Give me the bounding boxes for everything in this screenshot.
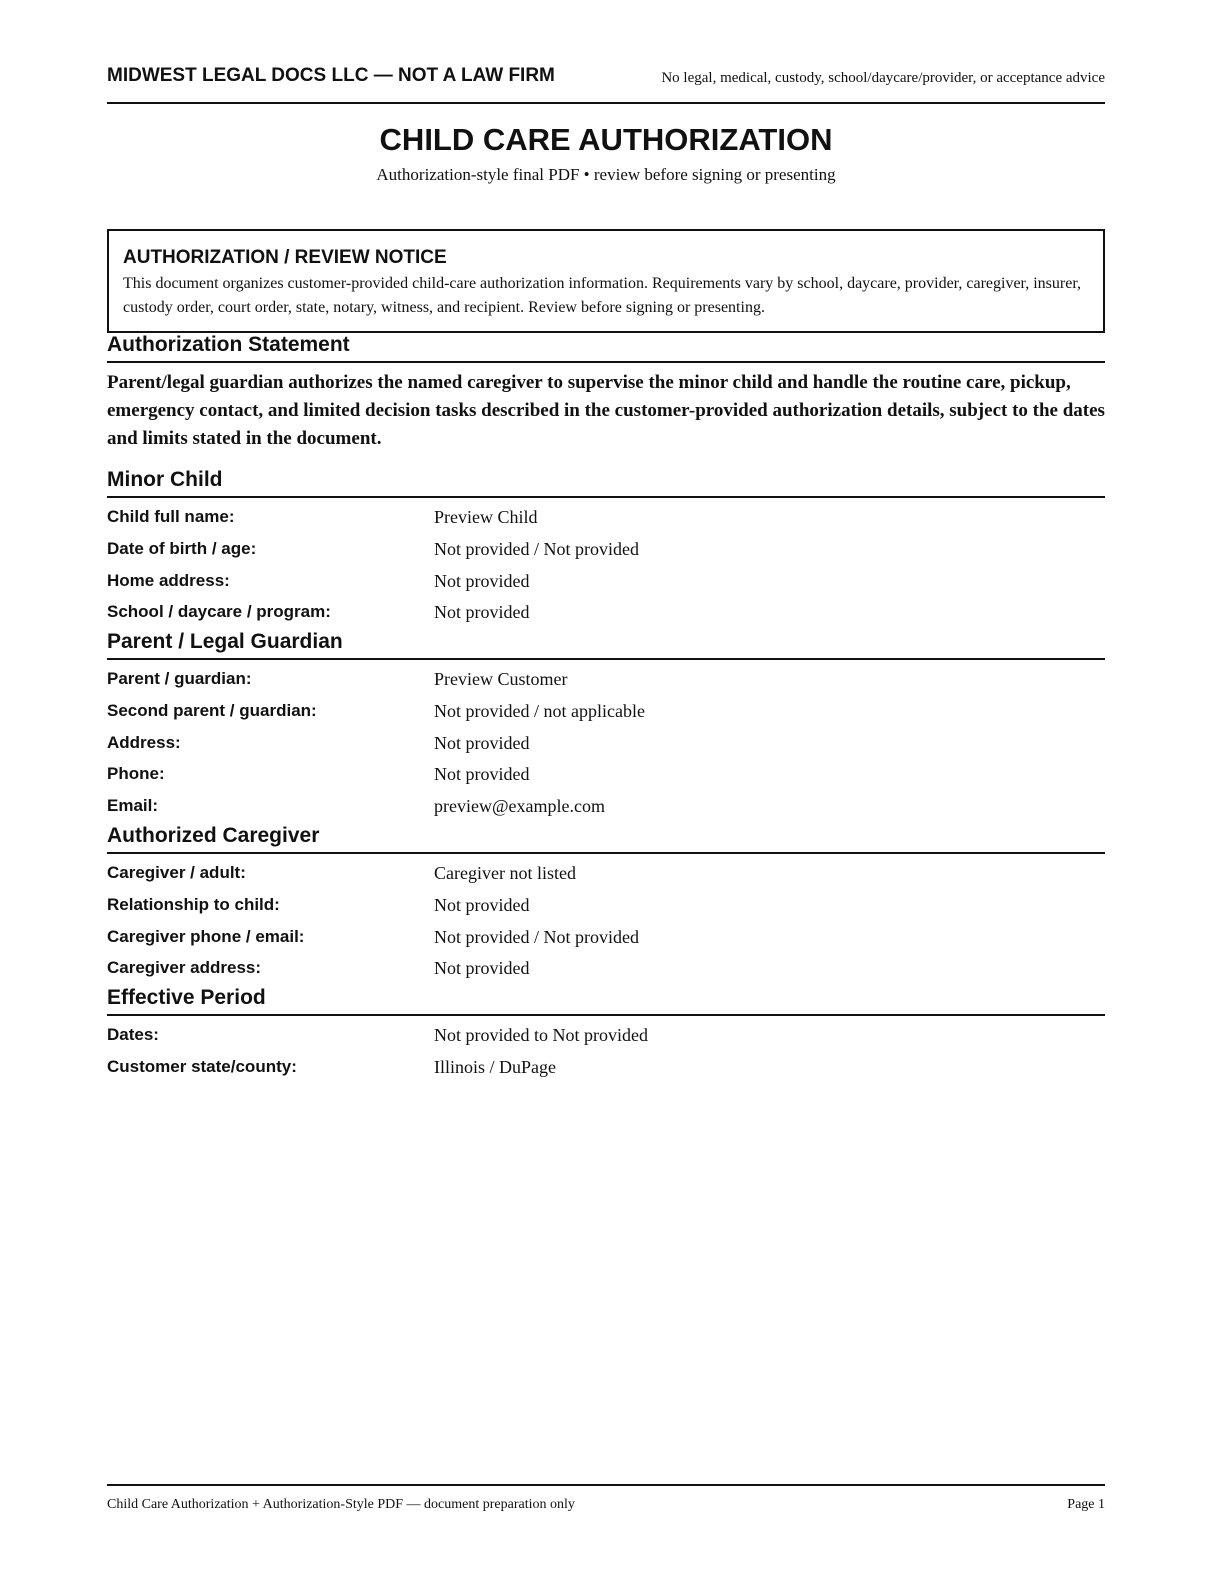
field-label: Dates: [107, 1025, 159, 1044]
advice-disclaimer: No legal, medical, custody, school/daycare/provider, or acceptance advice [661, 70, 1105, 86]
section-heading-parent-guardian: Parent / Legal Guardian [107, 629, 1105, 660]
firm-name: MIDWEST LEGAL DOCS LLC — NOT A LAW FIRM [107, 65, 555, 86]
section-heading-authorization-statement: Authorization Statement [107, 332, 1105, 363]
field-row-second-parent [107, 699, 1105, 723]
section-heading-authorized-caregiver: Authorized Caregiver [107, 823, 1105, 854]
field-value: Not provided [434, 571, 530, 591]
field-value: Not provided to Not provided [434, 1025, 648, 1045]
section-heading-effective-period: Effective Period [107, 985, 1105, 1016]
authorization-statement-text: Parent/legal guardian authorizes the named caregiver to supervise the minor child and handle the routine care, pickup, emergency contact, and limited decision tasks described in the customer-provided authorization details, subject to the dates and limits stated in the document. [107, 372, 1105, 449]
field-row-home-address [107, 569, 1105, 593]
field-label: Caregiver phone / email: [107, 927, 305, 946]
field-label: Child full name: [107, 507, 235, 526]
field-label: School / daycare / program: [107, 602, 331, 621]
field-row-school [107, 600, 1105, 624]
notice-text: This document organizes customer-provided child-care authorization information. Requirements vary by school, daycare, provider, caregiver, insurer, custody order, court order, state, notary, witness, and recipient. Review before signing or presenting. [123, 275, 1082, 316]
field-row-state-county [107, 1055, 1105, 1079]
page-number: Page 1 [1067, 1497, 1105, 1512]
field-row-dates [107, 1023, 1105, 1047]
field-value: preview@example.com [434, 796, 606, 816]
field-row-caregiver [107, 861, 1105, 885]
field-label: Caregiver / adult: [107, 863, 246, 882]
field-row-parent-address [107, 731, 1105, 755]
field-row-relationship [107, 893, 1105, 917]
field-row-parent-phone [107, 762, 1105, 786]
field-row-caregiver-address [107, 956, 1105, 980]
field-value: Not provided / not applicable [434, 701, 645, 721]
field-value: Not provided [434, 895, 530, 915]
field-value: Illinois / DuPage [434, 1057, 556, 1077]
field-value: Not provided [434, 958, 530, 978]
page-footer [107, 1484, 1105, 1522]
field-row-date-of-birth [107, 537, 1105, 561]
document-title: CHILD CARE AUTHORIZATION [379, 122, 833, 157]
field-row-parent-email [107, 794, 1105, 818]
page-header [107, 64, 1105, 104]
section-heading-minor-child: Minor Child [107, 467, 1105, 498]
field-value: Not provided [434, 733, 530, 753]
field-row-child-name [107, 505, 1105, 529]
field-row-parent-guardian [107, 667, 1105, 691]
field-value: Preview Child [434, 507, 538, 527]
field-label: Second parent / guardian: [107, 701, 317, 720]
review-notice-box [107, 229, 1105, 333]
field-label: Parent / guardian: [107, 669, 252, 688]
field-value: Not provided [434, 764, 530, 784]
field-value: Not provided / Not provided [434, 539, 639, 559]
document-subtitle: Authorization-style final PDF • review before signing or presenting [376, 165, 836, 184]
document-page [107, 0, 1105, 1584]
footer-document-description: Child Care Authorization + Authorization-Style PDF — document preparation only [107, 1497, 575, 1512]
field-value: Caregiver not listed [434, 863, 576, 883]
field-label: Date of birth / age: [107, 539, 257, 558]
field-label: Address: [107, 733, 181, 752]
field-row-caregiver-contact [107, 925, 1105, 949]
field-label: Caregiver address: [107, 958, 262, 977]
field-label: Phone: [107, 764, 165, 783]
field-label: Relationship to child: [107, 895, 280, 914]
notice-title: AUTHORIZATION / REVIEW NOTICE [123, 247, 447, 268]
field-label: Customer state/county: [107, 1057, 297, 1076]
field-label: Email: [107, 796, 159, 815]
field-label: Home address: [107, 571, 230, 590]
field-value: Not provided [434, 602, 530, 622]
field-value: Not provided / Not provided [434, 927, 639, 947]
field-value: Preview Customer [434, 669, 568, 689]
